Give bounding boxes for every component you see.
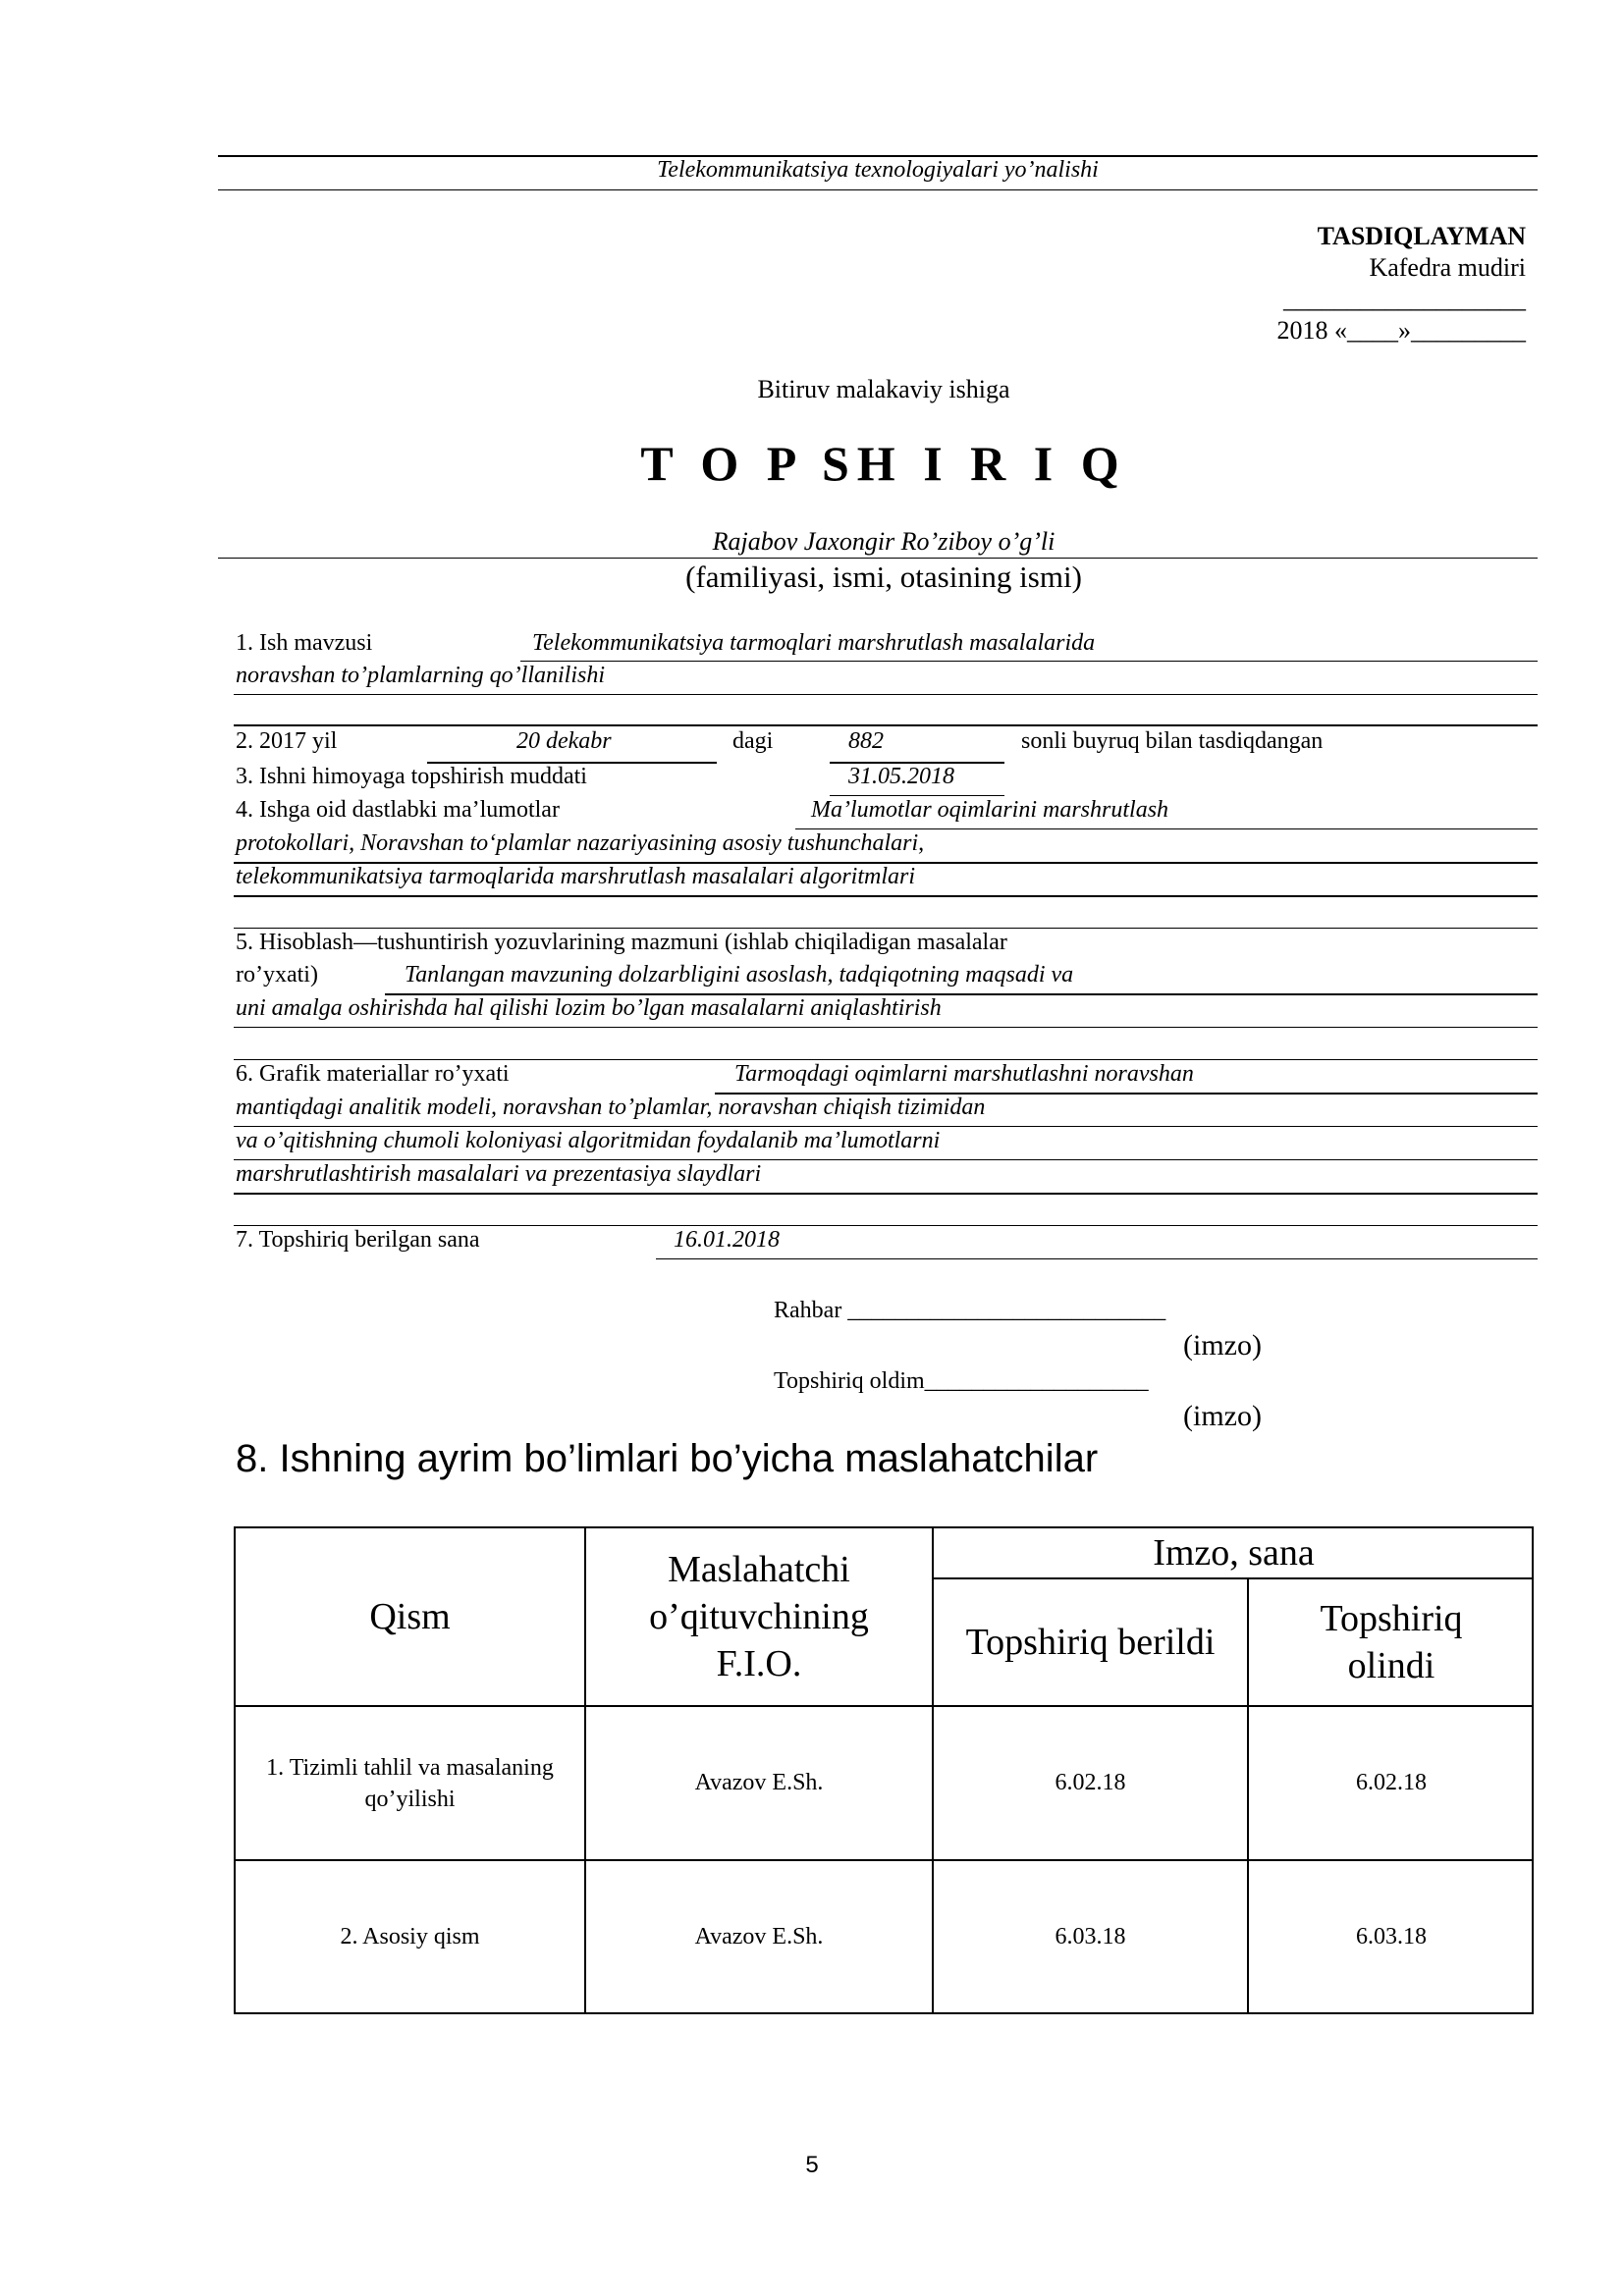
item6-value-line3: va o’qitishning chumoli koloniyasi algoritmidan foydalanib ma’lumotlarni bbox=[236, 1128, 941, 1153]
item6-rule4 bbox=[234, 1193, 1538, 1195]
approver-signature-line: ___________________ bbox=[1283, 285, 1526, 313]
item7-label: 7. Topshiriq berilgan sana bbox=[236, 1227, 480, 1253]
student-caption: (familiyasi, ismi, otasining ismi) bbox=[685, 560, 1082, 594]
item1-value-line2: noravshan to’plamlarning qo’llanilishi bbox=[236, 663, 606, 688]
item1-rule2 bbox=[234, 694, 1538, 695]
item6-rule2 bbox=[234, 1126, 1538, 1127]
item5-rule3 bbox=[234, 1059, 1538, 1060]
item5-value-line2: uni amalga oshirishda hal qilishi lozim bo’lgan masalalarni aniqlashtirish bbox=[236, 995, 942, 1021]
consultants-heading: 8. Ishning ayrim bo’limlari bo’yicha maslahatchilar bbox=[236, 1437, 1099, 1480]
item2-year: 2. 2017 yil bbox=[236, 728, 338, 754]
direction-text: Telekommunikatsiya texnologiyalari yo’nalishi bbox=[657, 157, 1099, 183]
approval-date-line: 2018 «____»_________ bbox=[1276, 316, 1526, 345]
item3-rule bbox=[830, 795, 1004, 796]
item7-rule bbox=[656, 1258, 1538, 1259]
item1-rule3 bbox=[234, 724, 1538, 726]
item7-value: 16.01.2018 bbox=[674, 1227, 780, 1253]
item2-number: 882 bbox=[848, 728, 884, 754]
student-name: Rajabov Jaxongir Ro’ziboy o’g’li bbox=[712, 527, 1056, 556]
item1-label: 1. Ish mavzusi bbox=[236, 630, 373, 656]
table-row-2-given: 6.03.18 bbox=[1055, 1923, 1126, 1949]
table-row-1-fio: Avazov E.Sh. bbox=[694, 1770, 824, 1795]
item4-label: 4. Ishga oid dastlabki ma’lumotlar bbox=[236, 797, 560, 823]
col-header-part: Qism bbox=[369, 1596, 451, 1637]
item6-rule3 bbox=[234, 1159, 1538, 1160]
supervisor-imzo: (imzo) bbox=[1183, 1329, 1262, 1362]
item5-rule2 bbox=[234, 1027, 1538, 1028]
col-header-received: Topshiriq olindi bbox=[1320, 1598, 1463, 1686]
item6-value-line1: Tarmoqdagi oqimlarni marshutlashni noravshan bbox=[734, 1061, 1194, 1087]
approve-label: TASDIQLAYMAN bbox=[1317, 222, 1526, 250]
item6-rule5 bbox=[234, 1225, 1538, 1226]
page-number: 5 bbox=[805, 2152, 819, 2178]
approver-position: Kafedra mudiri bbox=[1369, 253, 1526, 282]
document-subtitle: Bitiruv malakaviy ishiga bbox=[757, 375, 1010, 403]
col-header-group: Imzo, sana bbox=[1153, 1532, 1315, 1574]
item6-value-line4: marshrutlashtirish masalalari va prezentasiya slaydlari bbox=[236, 1161, 762, 1187]
item4-value-line3: telekommunikatsiya tarmoqlarida marshrutlash masalalari algoritmlari bbox=[236, 864, 916, 889]
item3-value: 31.05.2018 bbox=[848, 764, 954, 789]
table-row-1-given: 6.02.18 bbox=[1055, 1770, 1126, 1795]
item4-value-line1: Ma’lumotlar oqimlarini marshrutlash bbox=[811, 797, 1169, 823]
table-row-2-fio: Avazov E.Sh. bbox=[694, 1923, 824, 1949]
item5-label-line1: 5. Hisoblash—tushuntirish yozuvlarining mazmuni (ishlab chiqiladigan masalalar bbox=[236, 930, 1007, 955]
student-name-rule bbox=[218, 558, 1538, 559]
table-row-1-received: 6.02.18 bbox=[1356, 1770, 1427, 1795]
item1-value-line1: Telekommunikatsiya tarmoqlari marshrutlash masalalarida bbox=[532, 630, 1096, 656]
received-imzo: (imzo) bbox=[1183, 1400, 1262, 1432]
item4-value-line2: protokollari, Noravshan to‘plamlar nazariyasining asosiy tushunchalari, bbox=[236, 830, 925, 856]
item2-date: 20 dekabr bbox=[516, 728, 612, 754]
col-header-given: Topshiriq berildi bbox=[965, 1622, 1216, 1663]
supervisor-signature: Rahbar ___________________________ bbox=[774, 1298, 1166, 1323]
table-row-1-part: 1. Tizimli tahlil va masalaning qo’yilishi bbox=[266, 1754, 554, 1812]
received-signature: Topshiriq oldim___________________ bbox=[774, 1368, 1149, 1394]
item2-dagi: dagi bbox=[732, 728, 774, 754]
table-row-2-part: 2. Asosiy qism bbox=[340, 1923, 480, 1949]
col-header-fio: Maslahatchi o’qituvchining F.I.O. bbox=[649, 1549, 869, 1684]
item5-value-line1: Tanlangan mavzuning dolzarbligini asoslash, tadqiqotning maqsadi va bbox=[405, 962, 1074, 988]
item2-tail: sonli buyruq bilan tasdiqdangan bbox=[1021, 728, 1324, 754]
item4-rule3 bbox=[234, 895, 1538, 897]
item6-value-line2: mantiqdagi analitik modeli, noravshan to’plamlar, noravshan chiqish tizimidan bbox=[236, 1095, 986, 1120]
item5-label-line2: ro’yxati) bbox=[236, 962, 318, 988]
consultants-table bbox=[234, 1526, 1534, 2014]
header-bottom-rule bbox=[218, 189, 1538, 190]
item4-rule4 bbox=[234, 928, 1538, 929]
table-row-2-received: 6.03.18 bbox=[1356, 1923, 1427, 1949]
item4-rule1 bbox=[795, 828, 1538, 829]
item3-label: 3. Ishni himoyaga topshirish muddati bbox=[236, 764, 587, 789]
document-title: T O P SH I R I Q bbox=[640, 436, 1127, 491]
item1-rule1 bbox=[520, 661, 1538, 662]
item6-label: 6. Grafik materiallar ro’yxati bbox=[236, 1061, 510, 1087]
